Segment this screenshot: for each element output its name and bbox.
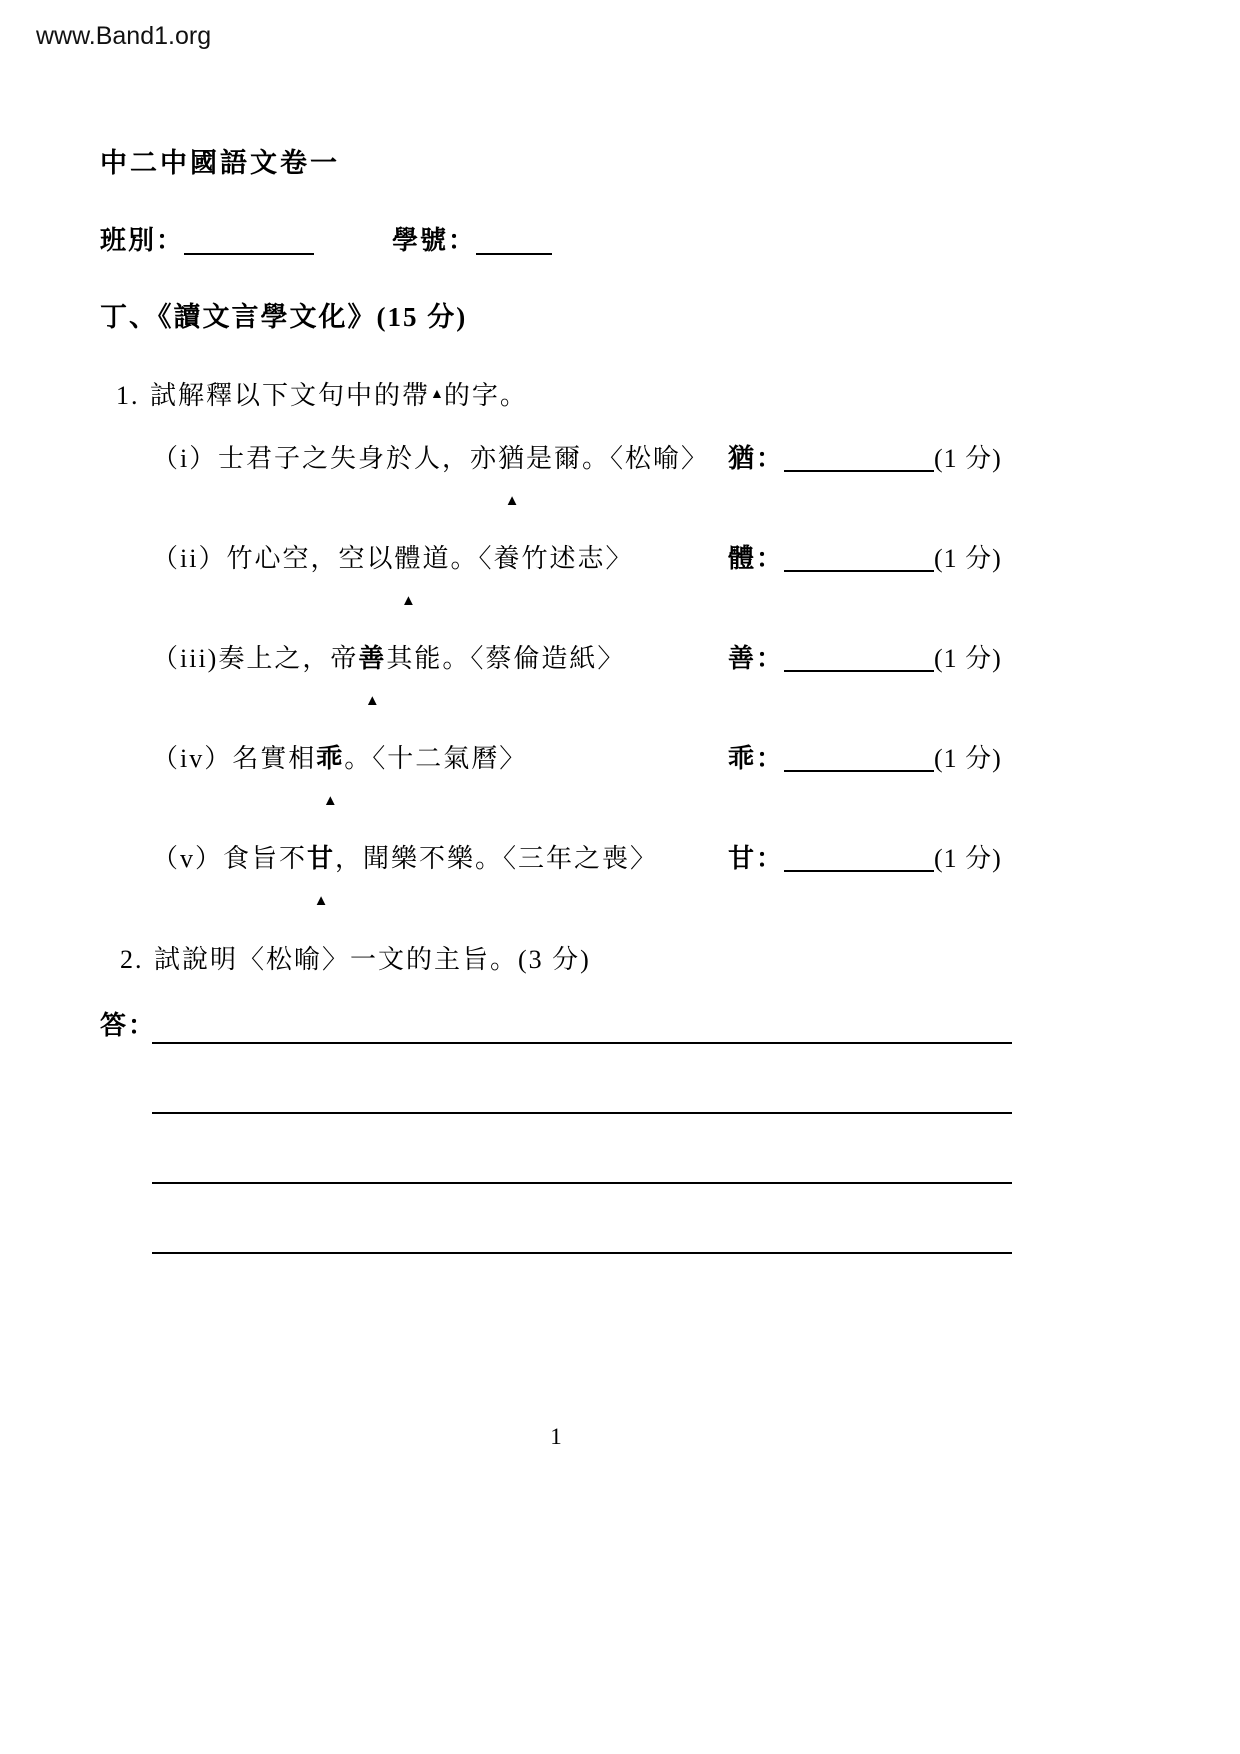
answer-char-label: 猶：	[728, 444, 785, 473]
target-char-text: 甘	[307, 844, 336, 873]
triangle-marker-icon: ▲	[430, 387, 444, 402]
answer-area	[728, 742, 1012, 776]
section-heading: 丁、《讀文言學文化》(15 分)	[100, 302, 468, 332]
sentence	[152, 642, 728, 709]
marks-label: (1 分)	[934, 544, 1002, 573]
answer-blank[interactable]	[784, 748, 934, 772]
answer-blank[interactable]	[784, 448, 934, 472]
student-no-blank[interactable]	[476, 229, 552, 255]
sentence-pre: 竹心空，空以	[226, 544, 395, 573]
answer-area	[728, 642, 1012, 676]
answer-area	[728, 442, 1012, 476]
q1-item-v	[152, 842, 1012, 909]
sentence	[152, 542, 728, 609]
target-marker-icon: ▲	[313, 893, 329, 909]
answer-blank[interactable]	[784, 548, 934, 572]
target-marker-icon: ▲	[401, 593, 416, 609]
student-info-line	[100, 223, 1012, 259]
sentence-post: 。〈十二氣曆〉	[344, 744, 528, 773]
sentence-pre: 士君子之失身於人，亦	[218, 444, 499, 473]
marks-label: (1 分)	[934, 844, 1002, 873]
sentence-post: ，聞樂不樂。〈三年之喪〉	[335, 844, 659, 873]
target-marker-icon: ▲	[504, 493, 520, 509]
q2-number: 2.	[120, 945, 144, 974]
target-char-text: 體	[394, 544, 423, 573]
target-char-text: 乖	[316, 744, 345, 773]
question-2-prompt	[100, 942, 1012, 978]
answer-line-3[interactable]	[152, 1114, 1012, 1184]
answer-char-label: 善：	[728, 644, 785, 673]
paper-title: 中二中國語文卷一	[100, 148, 340, 178]
student-no-label: 學號：	[392, 226, 477, 255]
marks-label: (1 分)	[934, 744, 1002, 773]
q1-item-ii	[152, 542, 1012, 609]
watermark: www.Band1.org	[36, 22, 212, 50]
target-char	[358, 642, 387, 709]
sentence-post: 道。〈養竹述志〉	[422, 544, 634, 573]
answer-row-1	[100, 1004, 1012, 1044]
class-blank[interactable]	[184, 229, 314, 255]
answer-line-4[interactable]	[152, 1184, 1012, 1254]
q2-prompt-text: 試說明〈松喻〉一文的主旨。(3 分)	[154, 945, 591, 974]
sentence-pre: 奏上之，帝	[218, 644, 359, 673]
item-number: （v）	[152, 844, 224, 873]
item-number: （i）	[152, 444, 218, 473]
q1-item-i	[152, 442, 1012, 509]
target-char-text: 猶	[498, 444, 527, 473]
sentence	[152, 442, 728, 509]
q1-prompt-post: 的字。	[443, 381, 528, 410]
target-char-text: 善	[358, 644, 387, 673]
question-1-prompt	[100, 377, 1012, 414]
answer-char-label: 體：	[728, 544, 785, 573]
q1-number: 1.	[116, 381, 140, 410]
answer-line-2[interactable]	[152, 1044, 1012, 1114]
answer-area	[728, 842, 1012, 876]
page-number: 1	[550, 1424, 562, 1449]
sentence	[152, 842, 728, 909]
page-content	[100, 145, 1012, 1254]
class-label: 班別：	[100, 226, 185, 255]
target-char	[498, 442, 527, 509]
sentence-pre: 名實相	[232, 744, 317, 773]
marks-label: (1 分)	[934, 444, 1002, 473]
sentence	[152, 742, 728, 809]
sentence-post: 其能。〈蔡倫造紙〉	[386, 644, 626, 673]
q1-prompt-pre: 試解釋以下文句中的帶	[150, 381, 431, 410]
q1-items	[152, 442, 1012, 909]
q1-item-iv	[152, 742, 1012, 809]
q1-item-iii	[152, 642, 1012, 709]
target-marker-icon: ▲	[322, 793, 338, 809]
answer-line-1[interactable]	[152, 1010, 1012, 1044]
target-char	[307, 842, 336, 909]
answer-area	[728, 542, 1012, 576]
target-char	[316, 742, 345, 809]
target-marker-icon: ▲	[364, 693, 380, 709]
item-number: （ii）	[152, 544, 227, 573]
answer-char-label: 乖：	[728, 744, 785, 773]
answer-blank[interactable]	[784, 648, 934, 672]
sentence-pre: 食旨不	[223, 844, 308, 873]
item-number: （iv）	[152, 744, 233, 773]
answer-blank[interactable]	[784, 848, 934, 872]
answer-char-label: 甘：	[728, 844, 785, 873]
answer-label: 答：	[100, 1011, 157, 1040]
item-number: （iii)	[152, 644, 219, 673]
sentence-post: 是爾。〈松喻〉	[526, 444, 710, 473]
marks-label: (1 分)	[934, 644, 1002, 673]
target-char	[394, 542, 423, 609]
